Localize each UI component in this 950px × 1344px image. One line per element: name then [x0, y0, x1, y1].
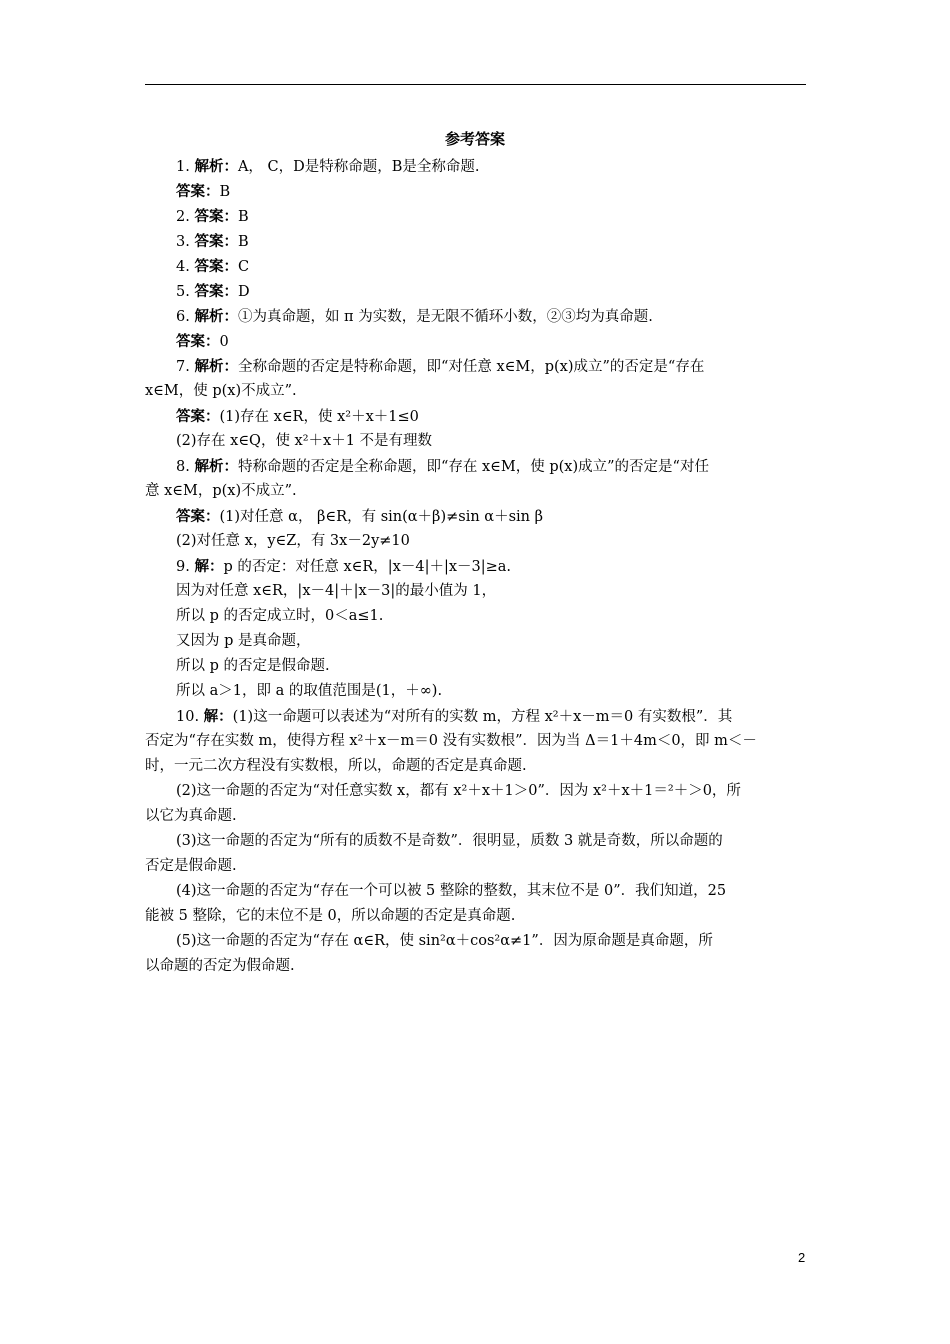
answer-8-result-1: 答案：(1)对任意 α， β∈R，有 sin(α＋β)≠sin α＋sin β — [176, 508, 543, 525]
answer-9-line-3: 所以 p 的否定成立时，0＜a≤1. — [176, 608, 384, 624]
answer-10-1-line-3: 时，一元二次方程没有实数根，所以，命题的否定是真命题. — [145, 758, 527, 774]
answer-10-1-line-2: 否定为“存在实数 m，使得方程 x²＋x－m＝0 没有实数根”．因为当 Δ＝1＋4m＜0，即 m＜－ — [145, 733, 757, 749]
answer-8-cont: 意 x∈M，p(x)不成立”. — [145, 483, 297, 499]
answer-10-4-line-2: 能被 5 整除，它的末位不是 0，所以命题的否定是真命题. — [145, 908, 516, 924]
answer-10-3-line-1: (3)这一命题的否定为“所有的质数不是奇数”．很明显，质数 3 就是奇数，所以命题的 — [176, 833, 723, 849]
answer-10: 10. 解：(1)这一命题可以表述为“对所有的实数 m，方程 x²＋x－m＝0 有实数根”．其 — [176, 708, 733, 725]
answer-3: 3. 答案：B — [176, 233, 249, 250]
page-title: 参考答案 — [444, 130, 505, 148]
answer-9: 9. 解：p 的否定：对任意 x∈R，|x－4|＋|x－3|≥a. — [176, 558, 512, 575]
page-number: 2 — [798, 1250, 806, 1265]
answer-10-5-line-1: (5)这一命题的否定为“存在 α∈R，使 sin²α＋cos²α≠1”．因为原命题是真命题，所 — [176, 933, 713, 949]
answer-body — [145, 154, 806, 979]
answer-10-3-line-2: 否定是假命题. — [145, 858, 237, 874]
answer-8-result-2: (2)对任意 x，y∈Z，有 3x－2y≠10 — [176, 533, 410, 549]
answer-9-line-6: 所以 a＞1，即 a 的取值范围是(1，＋∞). — [176, 683, 443, 699]
answer-1-result: 答案：B — [176, 183, 231, 200]
answer-6-result: 答案：0 — [176, 333, 229, 350]
answer-9-line-5: 所以 p 的否定是假命题. — [176, 658, 330, 674]
answer-1: 1. 解析：A， C，D是特称命题，B是全称命题. — [176, 158, 480, 175]
answer-7: 7. 解析：全称命题的否定是特称命题，即“对任意 x∈M，p(x)成立”的否定是“存在 — [176, 358, 705, 375]
answer-7-cont: x∈M，使 p(x)不成立”. — [145, 383, 297, 399]
answer-10-4-line-1: (4)这一命题的否定为“存在一个可以被 5 整除的整数，其末位不是 0”．我们知道，25 — [176, 883, 727, 899]
answer-5: 5. 答案：D — [176, 283, 250, 300]
answer-9-line-4: 又因为 p 是真命题， — [176, 633, 311, 649]
answer-10-2-line-1: (2)这一命题的否定为“对任意实数 x，都有 x²＋x＋1＞0”．因为 x²＋x＋1＝²＋＞0，所 — [176, 783, 741, 799]
answer-4: 4. 答案：C — [176, 258, 250, 275]
answer-8: 8. 解析：特称命题的否定是全称命题，即“存在 x∈M，使 p(x)成立”的否定是“对任 — [176, 458, 709, 475]
header-rule — [145, 84, 806, 85]
answer-6: 6. 解析：①为真命题，如 π 为实数，是无限不循环小数，②③均为真命题. — [176, 308, 653, 325]
answer-7-result-2: (2)存在 x∈Q，使 x²＋x＋1 不是有理数 — [176, 433, 433, 449]
answer-2: 2. 答案：B — [176, 208, 249, 225]
answer-7-result-1: 答案：(1)存在 x∈R，使 x²＋x＋1≤0 — [176, 408, 419, 425]
answer-10-5-line-2: 以命题的否定为假命题. — [145, 958, 295, 974]
answer-10-2-line-2: 以它为真命题. — [145, 808, 237, 824]
answer-9-line-2: 因为对任意 x∈R，|x－4|＋|x－3|的最小值为 1， — [176, 583, 497, 599]
